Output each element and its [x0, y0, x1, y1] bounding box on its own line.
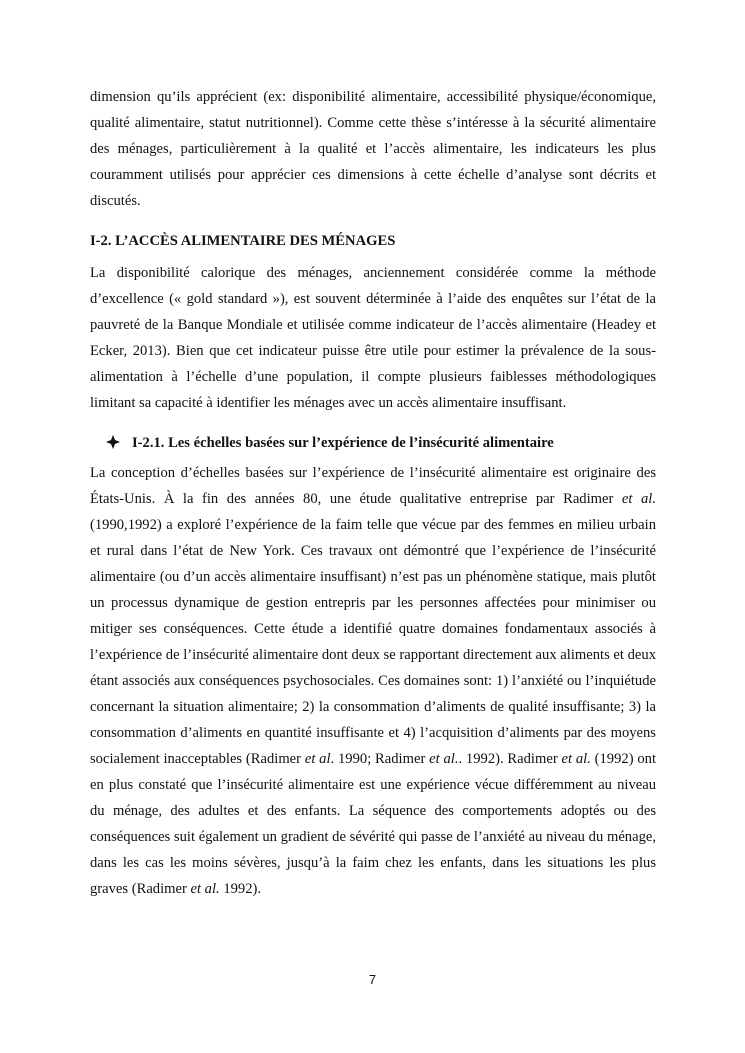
section-heading [90, 228, 656, 254]
section-heading-text: I-2. L’ACCÈS ALIMENTAIRE DES MÉNAGES [90, 233, 396, 249]
paragraph-experience [90, 460, 656, 902]
paragraph-access [90, 260, 656, 416]
text-run: La conception d’échelles basées sur l’expérience de l’insécurité alimentaire est originaire des États-Unis. À la fin des années 80, une étude qualitative entreprise par Radimer [90, 465, 656, 507]
paragraph-access-text: La disponibilité calorique des ménages, anciennement considérée comme la méthode d’excellence (« gold standard »), est souvent déterminée à l’aide des enquêtes sur l’état de la pauvreté de la Banque Mondiale et utilisée comme indicateur de l’accès alimentaire (Headey et Ecker, 2013). Bien que cet indicateur puisse être utile pour estimer la prévalence de la sous-alimentation à l’échelle d’une population, il compte plusieurs faiblesses méthodologiques limitant sa capacité à identifier les ménages avec un accès alimentaire insuffisant. [90, 265, 656, 411]
italic-et-al: et al. [429, 751, 459, 767]
paragraph-experience-text [90, 460, 656, 902]
text-run: . 1990; Radimer [330, 751, 430, 767]
italic-et-al: et al [304, 751, 331, 767]
text-run: . 1992). Radimer [458, 751, 562, 767]
page-number: 7 [368, 972, 377, 987]
italic-et-al: et al. [561, 751, 591, 767]
text-run: (1992) ont en plus constaté que l’insécurité alimentaire est une expérience vécue différemment au niveau du ménage, des adultes et des enfants. La séquence des comportements adoptés ou des conséquences suit également un gradient de sévérité qui passe de l’anxiété au niveau du ménage, dans les cas les moins sévères, jusqu’à la faim chez les enfants, dans les situations les plus graves (Radimer [90, 751, 657, 897]
paragraph-intro-text: dimension qu’ils apprécient (ex: disponibilité alimentaire, accessibilité physique/économique, qualité alimentaire, statut nutritionnel). Comme cette thèse s’intéresse à la sécurité alimentaire des ménages, particulièrement à la qualité et l’accès alimentaire, les indicateurs les plus couramment utilisés pour apprécier ces dimensions à cette échelle d’analyse sont décrits et discutés. [90, 89, 656, 209]
subsection-heading-text: I-2.1. Les échelles basées sur l’expérience de l’insécurité alimentaire [132, 435, 554, 451]
paragraph-intro [90, 84, 656, 214]
italic-et-al: et al. [621, 491, 656, 507]
text-run: (1990,1992) a exploré l’expérience de la faim telle que vécue par des femmes en milieu urbain et rural dans l’état de New York. Ces travaux ont démontré que l’expérience de l’insécurité alimentaire (ou d’un accès alimentaire insuffisant) n’est pas un phénomène statique, mais plutôt un processus dynamique de gestion entrepris par les personnes affectées pour minimiser ou mitiger ses conséquences. Cette étude a identifié quatre domaines fondamentaux associés à l’expérience de l’insécurité alimentaire dont deux se rapportant directement aux aliments et deux étant associés aux conséquences psychosociales. Ces domaines sont: 1) l’anxiété ou l’inquiétude concernant la situation alimentaire; 2) la consommation d’aliments de qualité insuffisante; 3) la consommation d’aliments en quantité insuffisante et 4) l’acquisition d’aliments par des moyens socialement inacceptables (Radimer [90, 517, 656, 767]
text-run: 1992). [219, 881, 262, 897]
subsection-heading [106, 430, 666, 456]
italic-et-al: et al. [190, 881, 220, 897]
diamond-bullet-icon [106, 435, 120, 449]
